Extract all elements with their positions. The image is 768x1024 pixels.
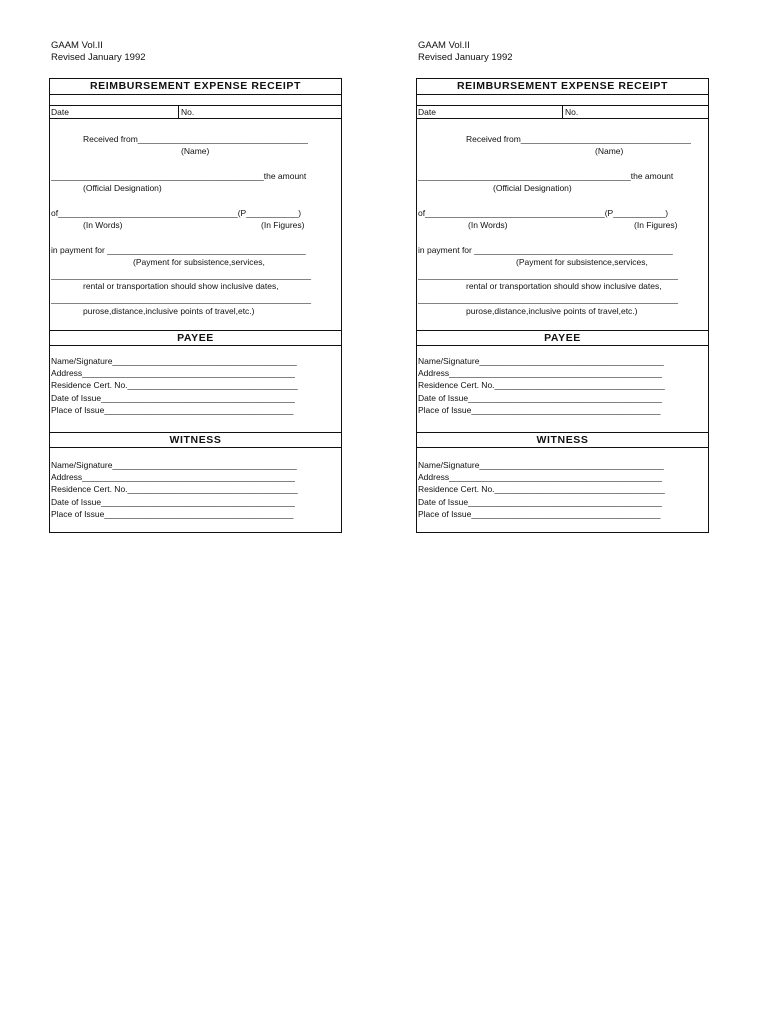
number-label[interactable]: No. (178, 106, 194, 118)
payment-caption: (Payment for subsistence,services, (133, 257, 265, 267)
purpose-caption: purose,distance,inclusive points of travel,etc.) (466, 306, 638, 316)
witness-address-field[interactable]: Address_____________________________________________ (418, 472, 662, 482)
received-from-field[interactable]: Received from____________________________________ (466, 134, 691, 144)
in-figures-caption: (In Figures) (261, 220, 305, 230)
amount-field[interactable]: _____________________________________________the amount (51, 171, 307, 181)
payee-place-of-issue-field[interactable]: Place of Issue________________________________________ (418, 405, 661, 415)
receipt-title: REIMBURSEMENT EXPENSE RECEIPT (50, 79, 341, 95)
payee-residence-cert-field[interactable]: Residence Cert. No.____________________________________ (418, 380, 665, 390)
witness-name-signature-field[interactable]: Name/Signature_______________________________________ (418, 460, 664, 470)
designation-caption: (Official Designation) (493, 183, 572, 193)
payment-for-field[interactable]: in payment for __________________________________________ (418, 245, 673, 255)
witness-title: WITNESS (417, 433, 708, 448)
number-label[interactable]: No. (562, 106, 578, 118)
payee-section (417, 346, 708, 433)
in-words-caption: (In Words) (83, 220, 123, 230)
receipt-body (50, 119, 341, 331)
witness-section (417, 448, 708, 534)
rental-caption: rental or transportation should show inclusive dates, (466, 281, 662, 291)
header-reference: GAAM Vol.II (51, 40, 103, 51)
name-caption: (Name) (595, 146, 624, 156)
payee-section (50, 346, 341, 433)
payee-title: PAYEE (50, 331, 341, 346)
receipt-form-left (49, 40, 312, 519)
purpose-caption: purose,distance,inclusive points of travel,etc.) (83, 306, 255, 316)
payment-blank-line-1[interactable]: _______________________________________________________ (418, 270, 679, 280)
in-words-caption: (In Words) (468, 220, 508, 230)
name-caption: (Name) (181, 146, 210, 156)
payee-address-field[interactable]: Address_____________________________________________ (51, 368, 295, 378)
receipt-box (49, 78, 342, 533)
payment-blank-line-1[interactable]: _______________________________________________________ (51, 270, 312, 280)
witness-residence-cert-field[interactable]: Residence Cert. No.____________________________________ (418, 484, 665, 494)
receipt-form-right (416, 40, 691, 519)
witness-place-of-issue-field[interactable]: Place of Issue________________________________________ (418, 509, 661, 519)
receipt-box (416, 78, 709, 533)
amount-words-field[interactable]: of______________________________________(P___________) (51, 208, 302, 218)
witness-name-signature-field[interactable]: Name/Signature_______________________________________ (51, 460, 297, 470)
header-revision: Revised January 1992 (418, 52, 513, 63)
designation-caption: (Official Designation) (83, 183, 162, 193)
witness-place-of-issue-field[interactable]: Place of Issue________________________________________ (51, 509, 294, 519)
payment-blank-line-2[interactable]: _______________________________________________________ (418, 294, 679, 304)
date-row (50, 106, 341, 119)
header-revision: Revised January 1992 (51, 52, 146, 63)
payee-date-of-issue-field[interactable]: Date of Issue_________________________________________ (418, 393, 662, 403)
witness-date-of-issue-field[interactable]: Date of Issue_________________________________________ (51, 497, 295, 507)
payee-address-field[interactable]: Address_____________________________________________ (418, 368, 662, 378)
witness-title: WITNESS (50, 433, 341, 448)
date-label[interactable]: Date (51, 107, 69, 117)
spacer-row (50, 95, 341, 106)
payment-caption: (Payment for subsistence,services, (516, 257, 648, 267)
received-from-field[interactable]: Received from____________________________________ (83, 134, 308, 144)
header-reference: GAAM Vol.II (418, 40, 470, 51)
rental-caption: rental or transportation should show inclusive dates, (83, 281, 279, 291)
in-figures-caption: (In Figures) (634, 220, 678, 230)
receipt-body (417, 119, 708, 331)
witness-residence-cert-field[interactable]: Residence Cert. No.____________________________________ (51, 484, 298, 494)
payment-blank-line-2[interactable]: _______________________________________________________ (51, 294, 312, 304)
spacer-row (417, 95, 708, 106)
amount-words-field[interactable]: of______________________________________(P___________) (418, 208, 669, 218)
payment-for-field[interactable]: in payment for __________________________________________ (51, 245, 306, 255)
payee-name-signature-field[interactable]: Name/Signature_______________________________________ (51, 356, 297, 366)
payee-name-signature-field[interactable]: Name/Signature_______________________________________ (418, 356, 664, 366)
amount-field[interactable]: _____________________________________________the amount (418, 171, 674, 181)
payee-residence-cert-field[interactable]: Residence Cert. No.____________________________________ (51, 380, 298, 390)
witness-date-of-issue-field[interactable]: Date of Issue_________________________________________ (418, 497, 662, 507)
receipt-title: REIMBURSEMENT EXPENSE RECEIPT (417, 79, 708, 95)
payee-date-of-issue-field[interactable]: Date of Issue_________________________________________ (51, 393, 295, 403)
witness-address-field[interactable]: Address_____________________________________________ (51, 472, 295, 482)
witness-section (50, 448, 341, 534)
date-label[interactable]: Date (418, 107, 436, 117)
payee-title: PAYEE (417, 331, 708, 346)
payee-place-of-issue-field[interactable]: Place of Issue________________________________________ (51, 405, 294, 415)
date-row (417, 106, 708, 119)
